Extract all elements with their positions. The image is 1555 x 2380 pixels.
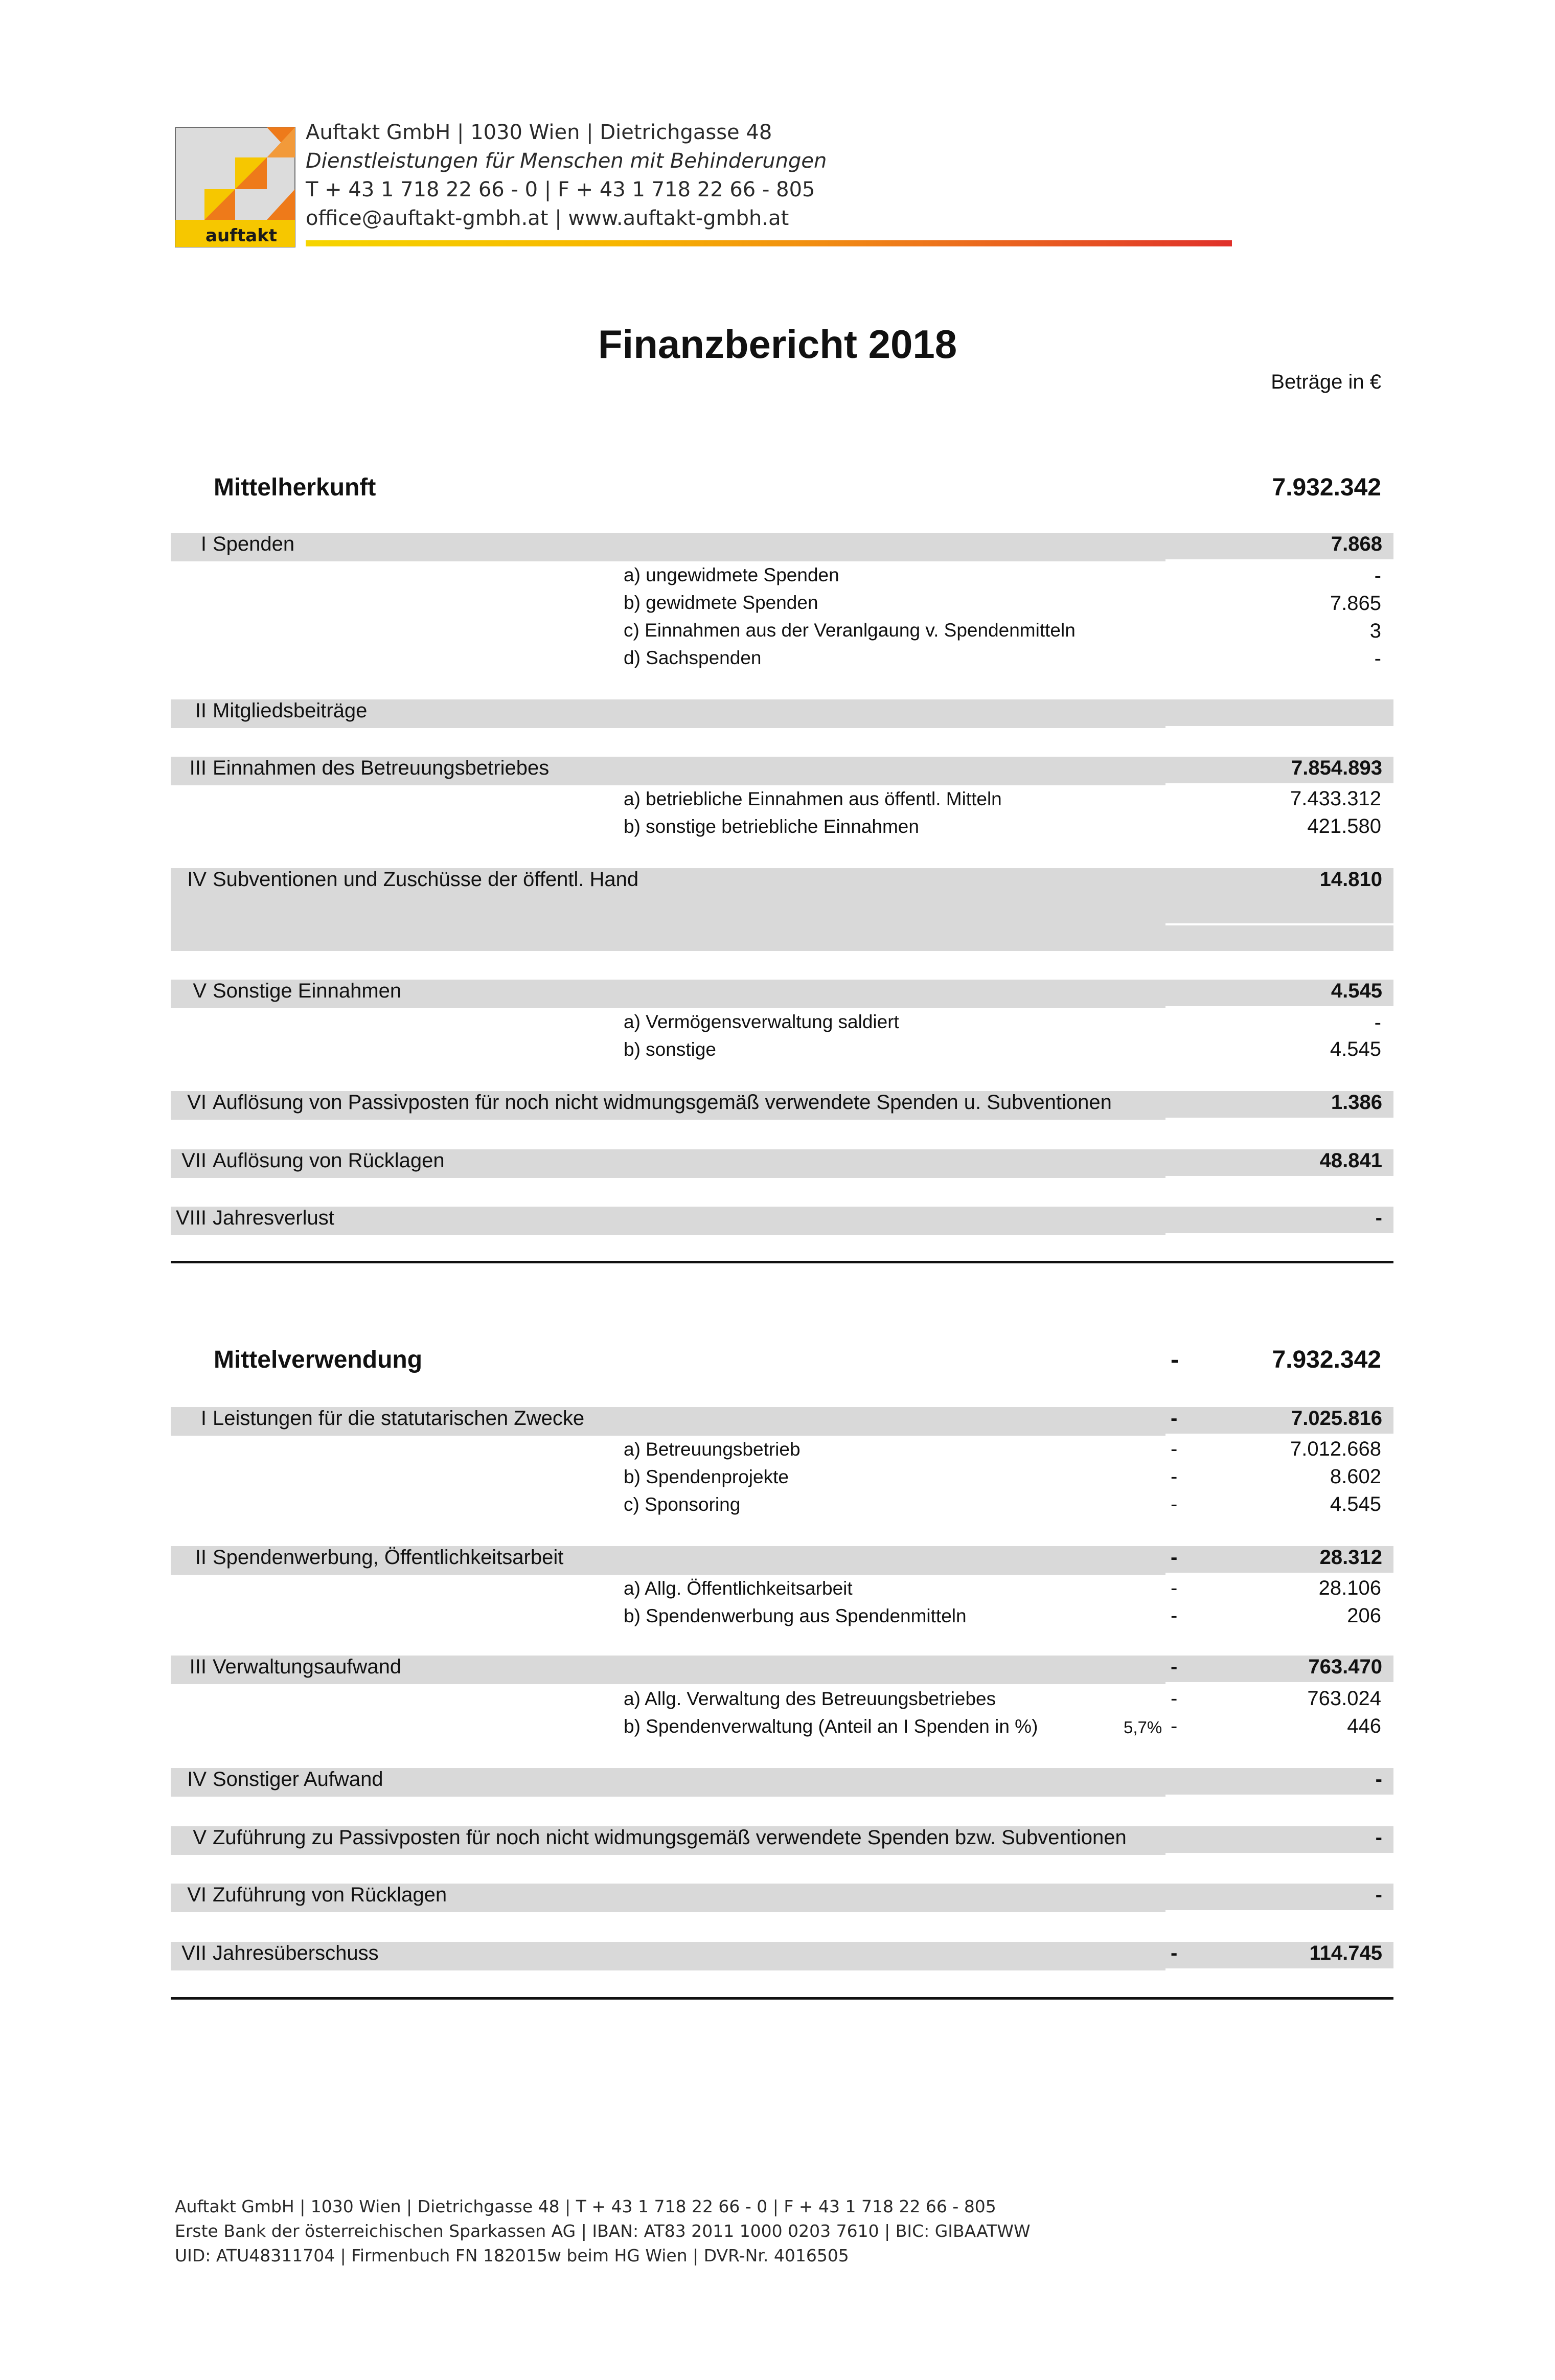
sub-label: b) Spendenverwaltung (Anteil an I Spenden in %) [624, 1716, 1038, 1737]
verwendung-row-passivposten [171, 1826, 1393, 1855]
row-number: III [189, 757, 207, 779]
currency-note: Beträge in € [1271, 371, 1381, 393]
sub-label: a) Allg. Verwaltung des Betreuungsbetriebes [624, 1688, 996, 1709]
sub-value: 421.580 [1307, 815, 1381, 837]
row-value: 14.810 [1319, 868, 1382, 891]
sub-value: - [1374, 647, 1381, 670]
herkunft-total: 7.932.342 [1272, 474, 1381, 501]
sub-dash: - [1171, 1715, 1178, 1737]
percentage-value: 5,7% [1124, 1718, 1162, 1737]
row-label: Einnahmen des Betreuungsbetriebes [213, 757, 550, 779]
footer-address: Auftakt GmbH | 1030 Wien | Dietrichgasse 48 | T + 43 1 718 22 66 - 0 | F + 43 1 718 22 66 - 805 [175, 2196, 996, 2216]
sub-label: a) Betreuungsbetrieb [624, 1439, 801, 1460]
row-number: II [195, 1546, 207, 1569]
sub-label: b) sonstige betriebliche Einnahmen [624, 816, 919, 837]
row-number: IV [187, 1768, 207, 1790]
row-value: 7.025.816 [1291, 1407, 1382, 1430]
herkunft-row-spenden [171, 533, 1393, 561]
herkunft-row-mitgliedsbeitraege [171, 699, 1393, 728]
sub-dash: - [1171, 1465, 1178, 1488]
sub-value: - [1374, 564, 1381, 587]
row-label: Subventionen und Zuschüsse der öffentl. Hand [213, 868, 639, 891]
sub-label: a) Allg. Öffentlichkeitsarbeit [624, 1578, 853, 1599]
row-value: - [1375, 1826, 1382, 1849]
header-gradient-line [306, 240, 1232, 246]
row-number: VI [187, 1091, 207, 1114]
row-number: V [193, 980, 207, 1002]
sub-label: d) Sachspenden [624, 647, 762, 668]
sub-value: 7.865 [1330, 592, 1381, 615]
row-number: VII [181, 1942, 207, 1964]
row-label: Sonstige Einnahmen [213, 980, 402, 1002]
sub-value: 7.433.312 [1290, 787, 1381, 810]
logo-wordmark: auftakt [205, 225, 278, 246]
row-value: - [1375, 1207, 1382, 1229]
row-number: VII [181, 1149, 207, 1172]
row-label: Leistungen für die statutarischen Zwecke [213, 1407, 585, 1430]
sub-value: 28.106 [1318, 1577, 1381, 1599]
sub-value: 3 [1369, 620, 1381, 642]
sub-value: 8.602 [1330, 1465, 1381, 1488]
row-value: 7.868 [1331, 533, 1382, 555]
row-dash: - [1171, 1942, 1178, 1964]
sub-label: a) ungewidmete Spenden [624, 564, 839, 585]
verwendung-heading: Mittelverwendung [214, 1346, 423, 1373]
row-value: 114.745 [1309, 1942, 1382, 1964]
row-value: 4.545 [1331, 980, 1382, 1002]
verwendung-row-ruecklagen [171, 1884, 1393, 1912]
herkunft-row-ruecklagen [171, 1149, 1393, 1178]
herkunft-row-subventionen [171, 868, 1393, 951]
row-label: Verwaltungsaufwand [213, 1656, 402, 1678]
row-value: 28.312 [1319, 1546, 1382, 1569]
section-divider [171, 1261, 1393, 1263]
herkunft-row-betreuungsbetrieb [171, 757, 1393, 785]
verwendung-dash: - [1171, 1346, 1179, 1373]
header-contact[interactable]: office@auftakt-gmbh.at | www.auftakt-gmbh.at [306, 207, 789, 230]
row-number: IV [187, 868, 207, 891]
verwendung-row-leistungen [171, 1407, 1393, 1436]
sub-label: c) Sponsoring [624, 1494, 741, 1515]
row-label: Jahresüberschuss [213, 1942, 379, 1964]
verwendung-row-jahresueberschuss [171, 1942, 1393, 1970]
sub-label: c) Einnahmen aus der Veranlgaung v. Spendenmitteln [624, 620, 1076, 641]
sub-label: a) Vermögensverwaltung saldiert [624, 1011, 899, 1032]
herkunft-row-jahresverlust [171, 1207, 1393, 1235]
page-title: Finanzbericht 2018 [598, 322, 957, 367]
row-label: Zuführung zu Passivposten für noch nicht widmungsgemäß verwendete Spenden bzw. Subventionen [213, 1826, 1127, 1849]
row-label: Spenden [213, 533, 295, 555]
sub-dash: - [1171, 1493, 1178, 1515]
sub-label: b) Spendenprojekte [624, 1466, 789, 1487]
row-label: Auflösung von Passivposten für noch nicht widmungsgemäß verwendete Spenden u. Subventionen [213, 1091, 1112, 1114]
verwendung-row-spendenwerbung [171, 1546, 1393, 1575]
sub-dash: - [1171, 1604, 1178, 1627]
auftakt-logo [175, 127, 295, 247]
row-label: Mitgliedsbeiträge [213, 699, 368, 722]
section-divider [171, 1997, 1393, 2000]
row-dash: - [1171, 1656, 1178, 1678]
row-number: V [193, 1826, 207, 1849]
row-label: Jahresverlust [213, 1207, 334, 1229]
footer-bank: Erste Bank der österreichischen Sparkassen AG | IBAN: AT83 2011 1000 0203 7610 | BIC: GIBAATWW [175, 2221, 1031, 2241]
sub-value: - [1374, 1011, 1381, 1034]
herkunft-row-sonstige [171, 980, 1393, 1008]
verwendung-total: 7.932.342 [1272, 1346, 1381, 1373]
row-number: VIII [175, 1207, 207, 1229]
verwendung-row-verwaltungsaufwand [171, 1656, 1393, 1684]
sub-label: b) gewidmete Spenden [624, 592, 818, 613]
footer-registry: UID: ATU48311704 | Firmenbuch FN 182015w beim HG Wien | DVR-Nr. 4016505 [175, 2246, 849, 2265]
row-value: 763.470 [1308, 1656, 1382, 1678]
row-dash: - [1171, 1546, 1178, 1569]
row-label: Auflösung von Rücklagen [213, 1149, 445, 1172]
sub-dash: - [1171, 1687, 1178, 1710]
sub-value: 206 [1347, 1604, 1381, 1627]
herkunft-row-passivposten [171, 1091, 1393, 1120]
row-number: III [189, 1656, 207, 1678]
header-tagline: Dienstleistungen für Menschen mit Behinderungen [306, 149, 827, 173]
row-value: 7.854.893 [1291, 757, 1382, 779]
row-number: VI [187, 1884, 207, 1906]
sub-value: 4.545 [1330, 1493, 1381, 1515]
sub-value: 7.012.668 [1290, 1438, 1381, 1460]
row-value: - [1375, 1768, 1382, 1790]
row-value: 48.841 [1319, 1149, 1382, 1172]
verwendung-row-sonstiger-aufwand [171, 1768, 1393, 1797]
sub-value: 4.545 [1330, 1038, 1381, 1060]
row-number: I [200, 533, 207, 555]
sub-label: b) sonstige [624, 1039, 716, 1060]
row-label: Zuführung von Rücklagen [213, 1884, 447, 1906]
sub-dash: - [1171, 1438, 1178, 1460]
sub-value: 446 [1347, 1715, 1381, 1737]
row-dash: - [1171, 1407, 1178, 1430]
sub-label: b) Spendenwerbung aus Spendenmitteln [624, 1605, 967, 1626]
header-company: Auftakt GmbH | 1030 Wien | Dietrichgasse 48 [306, 121, 772, 144]
row-label: Spendenwerbung, Öffentlichkeitsarbeit [213, 1546, 564, 1569]
row-number: I [200, 1407, 207, 1430]
sub-value: 763.024 [1307, 1687, 1381, 1710]
row-value: - [1375, 1884, 1382, 1906]
sub-dash: - [1171, 1577, 1178, 1599]
row-label: Sonstiger Aufwand [213, 1768, 383, 1790]
herkunft-heading: Mittelherkunft [214, 474, 376, 501]
header-phone: T + 43 1 718 22 66 - 0 | F + 43 1 718 22 66 - 805 [306, 178, 815, 201]
row-number: II [195, 699, 207, 722]
row-value: 1.386 [1331, 1091, 1382, 1114]
sub-label: a) betriebliche Einnahmen aus öffentl. Mitteln [624, 788, 1002, 809]
